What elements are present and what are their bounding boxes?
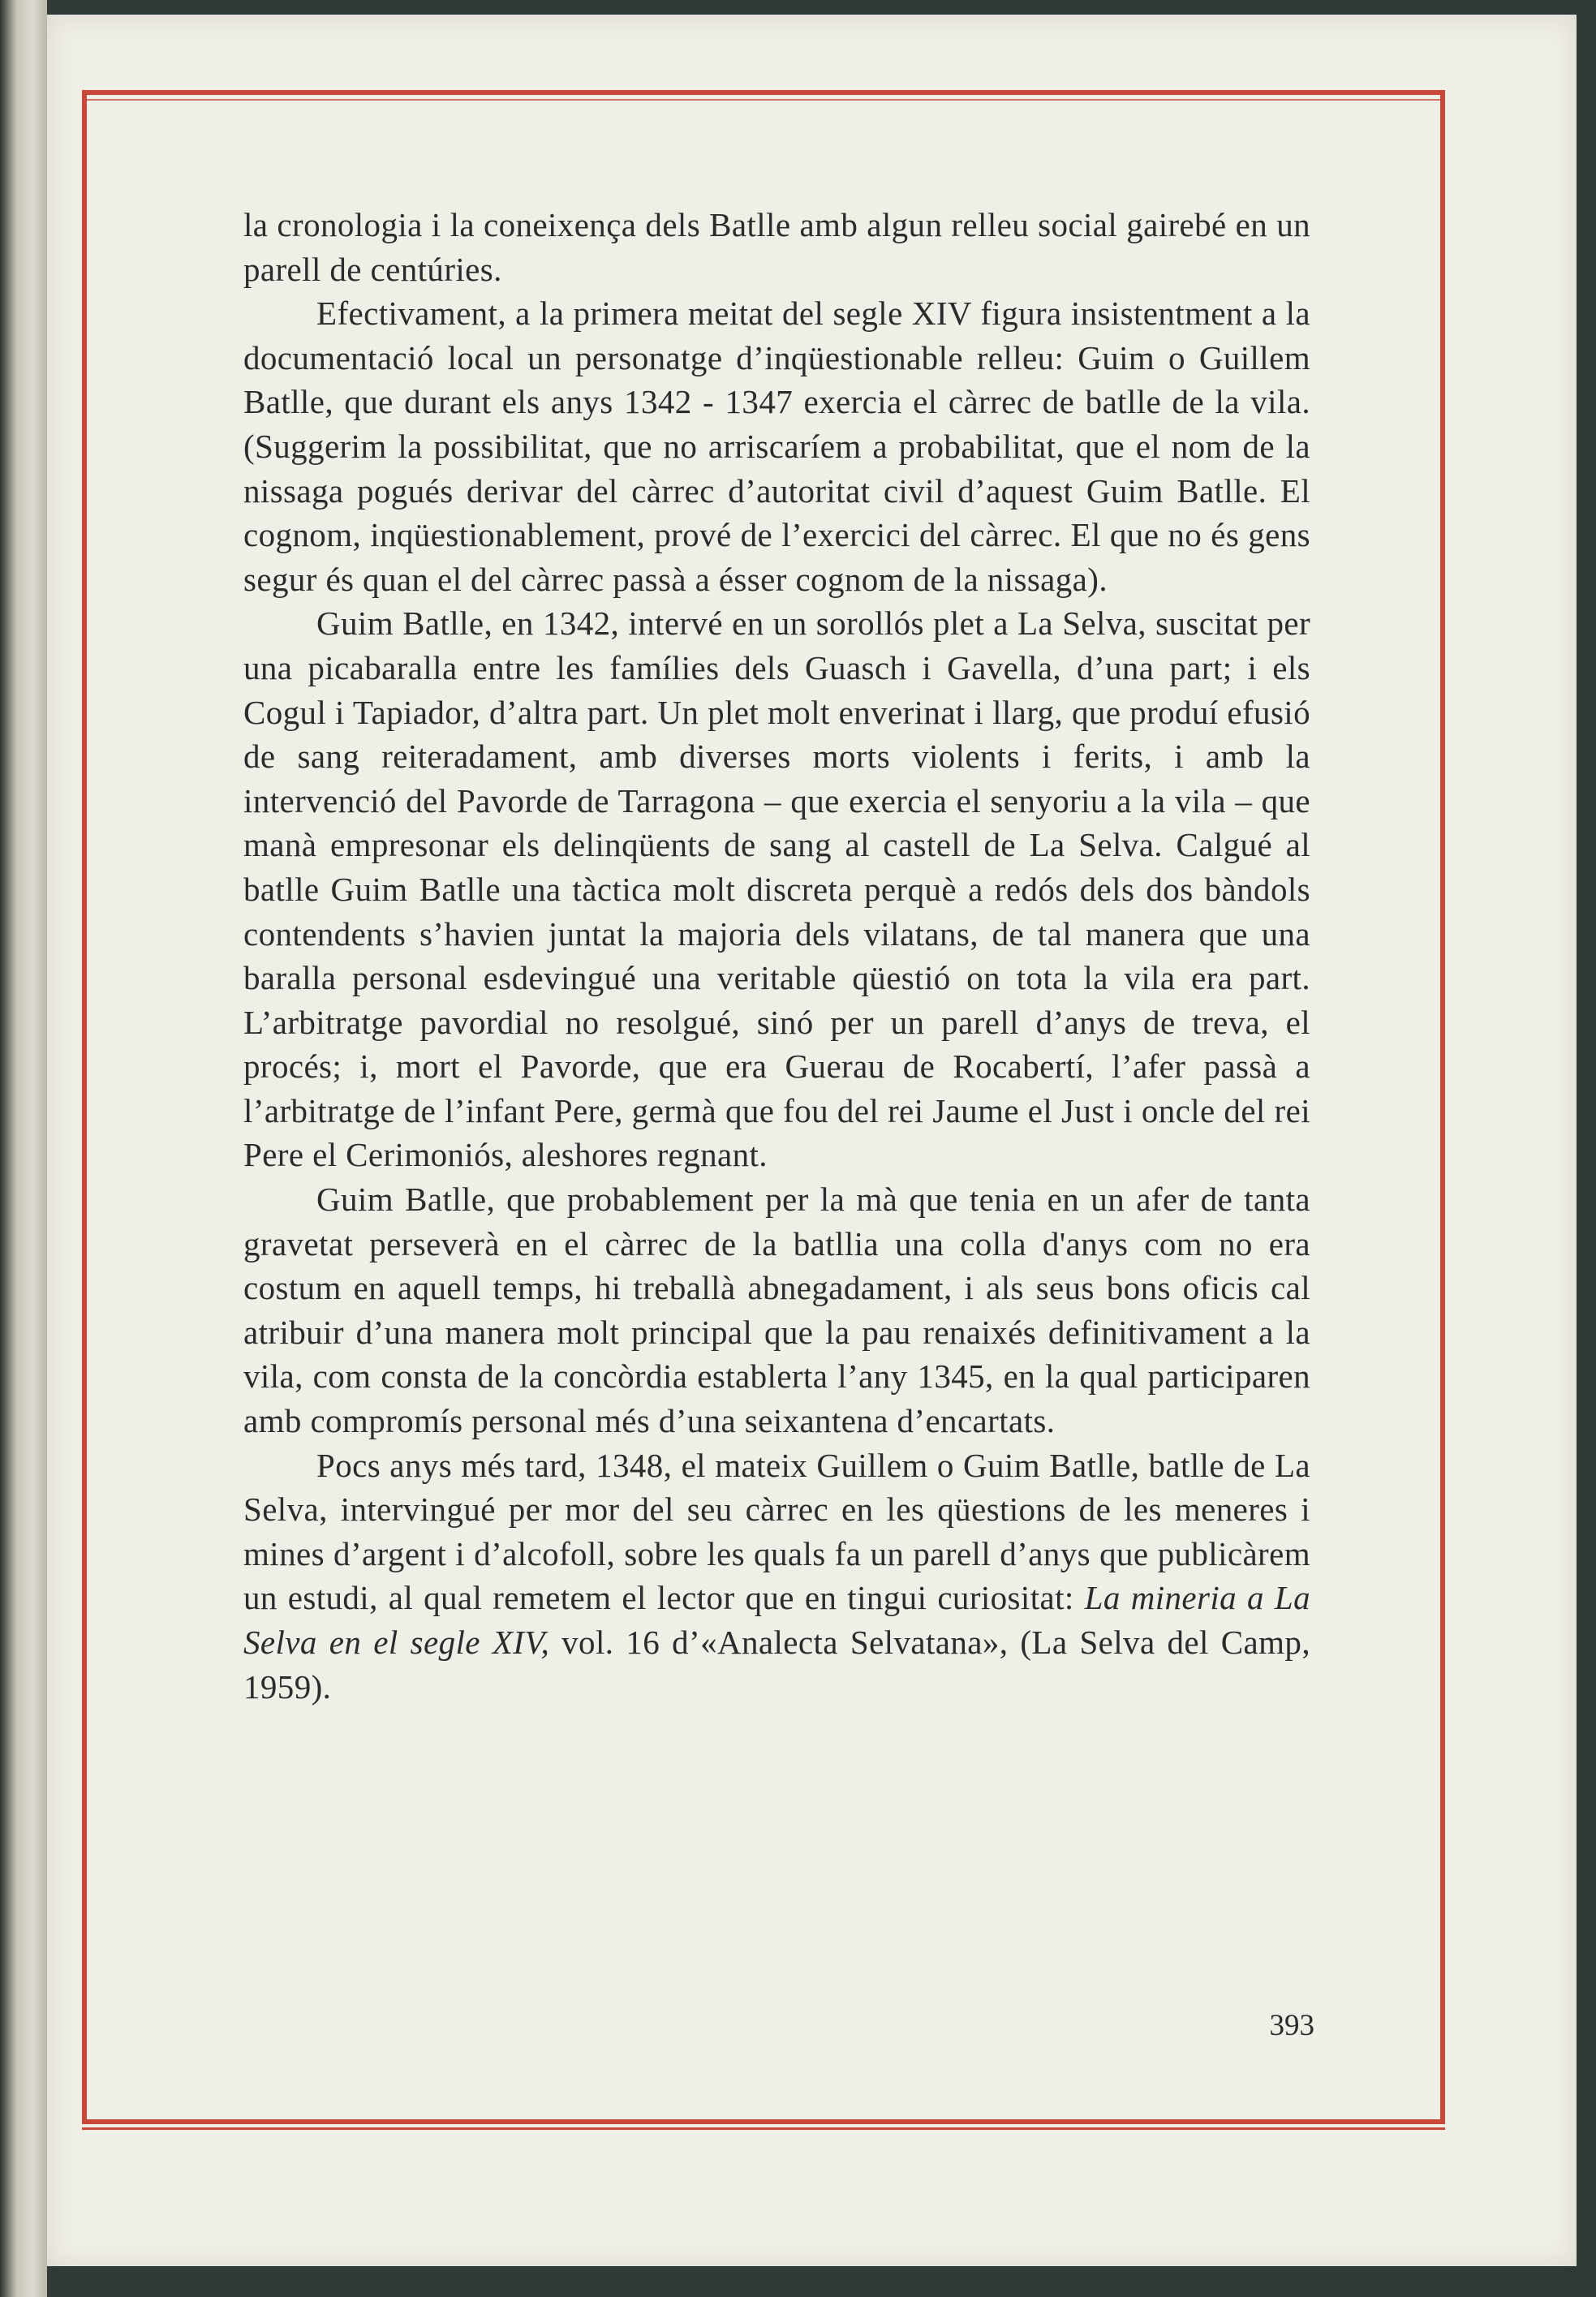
paragraph-mineria-citation: vol. 16 d’«Analecta Selvatana», (La Selva del Camp, 1959). — [243, 1624, 1310, 1706]
paragraph-mineria-text: Pocs anys més tard, 1348, el mateix Guillem o Guim Batlle, batlle de La Selva, intervingué per mor del seu càrrec en les qüestions de les meneres i mines d’argent i d’alcofoll, sobre les quals fa un parell d’anys que publicàrem un estudi, al qual remetem el lector que en tingui curiositat: — [243, 1446, 1310, 1617]
page-number: 393 — [1269, 2009, 1314, 2042]
red-frame-bottom-rule — [82, 2127, 1445, 2130]
red-frame-top-rule — [82, 99, 1445, 101]
paragraph-efectivament: Efectivament, a la primera meitat del segle XIV figura insistentment a la documentació local un personatge d’inqüestionable relleu: Guim o Guillem Batlle, que durant els anys 1342 - 1347 exercia el càrrec de batlle de la vila. (Suggerim la possibilitat, que no arriscaríem a probabilitat, que el nom de la nissaga pogués derivar del càrrec d’autoritat civil d’aquest Guim Batlle. El cognom, inqüestionablement, prové de l’exercici del càrrec. El que no és gens segur és quan el del càrrec passà a ésser cognom de la nissaga). — [243, 295, 1310, 598]
paragraph-continuation: la cronologia i la coneixença dels Batlle amb algun relleu social gairebé en un parell de centúries. — [243, 206, 1310, 288]
paragraph-plet: Guim Batlle, en 1342, intervé en un sorollós plet a La Selva, suscitat per una picabaralla entre les famílies dels Guasch i Gavella, d’una part; i els Cogul i Tapiador, d’altra part. Un plet molt enverinat i llarg, que produí efusió de sang reiteradament, amb diverses morts violents i ferits, i amb la intervenció del Pavorde de Tarragona – que exercia el senyoriu a la vila – que manà empresonar els delinqüents de sang al castell de La Selva. Calgué al batlle Guim Batlle una tàctica molt discreta perquè a redós dels dos bàndols contendents s’havien juntat la majoria dels vilatans, de tal manera que una baralla personal esdevingué una veritable qüestió on tota la vila era part. L’arbitratge pavordial no resolgué, sinó per un parell d’anys de treva, el procés; i, mort el Pavorde, que era Guerau de Rocabertí, l’afer passà a l’arbitratge de l’infant Pere, germà que fou del rei Jaume el Just i oncle del rei Pere el Cerimoniós, aleshores regnant. — [243, 604, 1310, 1174]
cited-title: La mineria a La Selva en el segle XIV, — [243, 1579, 1310, 1661]
previous-page-edge — [0, 0, 47, 2297]
body-text — [243, 203, 1310, 1709]
paragraph-mineria — [243, 1443, 1310, 1710]
paragraph-batllia: Guim Batlle, que probablement per la mà que tenia en un afer de tanta gravetat perseverà en el càrrec de la batllia una colla d'anys com no era costum en aquell temps, hi treballà abnegadament, i als seus bons oficis cal atribuir d’una manera molt principal que la pau renaixés definitivament a la vila, com consta de la concòrdia establerta l’any 1345, en la qual participaren amb compromís personal més d’una seixantena d’encartats. — [243, 1181, 1310, 1440]
